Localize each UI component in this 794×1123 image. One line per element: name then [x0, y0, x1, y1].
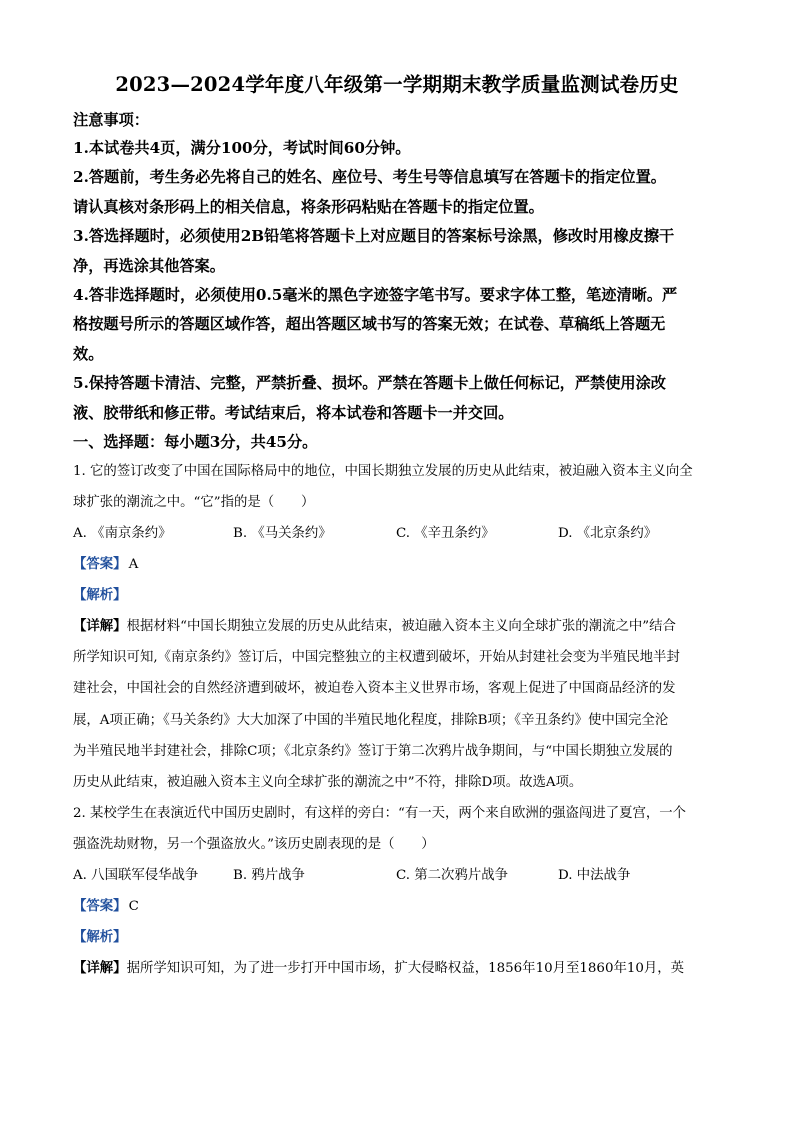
detail-line: [73, 953, 723, 984]
answer-value: C: [128, 899, 139, 915]
detail-block: [73, 611, 723, 798]
option-d: D. 《北京条约》: [558, 526, 658, 542]
notice-line: 格按题号所示的答题区域作答，超出答题区域书写的答案无效；在试卷、草稿纸上答题无: [73, 315, 666, 334]
question-stem: 2. 某校学生在表演近代中国历史剧时，有这样的旁白：“有一天，两个来自欧洲的强盗闯进了夏宫，一个: [73, 806, 687, 822]
detail-line: 所学知识可知,《南京条约》签订后，中国完整独立的主权遭到破坏，开始从封建社会变为半殖民地半封: [73, 650, 680, 666]
option-row: [73, 518, 723, 549]
question-stem: 强盗洗劫财物，另一个强盗放火。”该历史剧表现的是（ ）: [73, 837, 435, 853]
detail-label: 【详解】: [73, 960, 127, 977]
detail-label: 【详解】: [73, 618, 127, 635]
option-a: A. 八国联军侵华战争: [73, 868, 199, 884]
notice-line: 3.答选择题时，必须使用2B铅笔将答题卡上对应题目的答案标号涂黑，修改时用橡皮擦干: [73, 227, 675, 246]
detail-line: [73, 611, 723, 642]
question-2: [73, 798, 723, 984]
notice-line: 5.保持答题卡清洁、完整，严禁折叠、损坏。严禁在答题卡上做任何标记，严禁使用涂改: [73, 374, 666, 393]
notice-section: [73, 106, 723, 428]
question-stem: 1. 它的签订改变了中国在国际格局中的地位，中国长期独立发展的历史从此结束，被迫融入资本主义向全: [73, 464, 693, 480]
answer-label: 【答案】: [73, 898, 127, 915]
page-title: 2023—2024学年度八年级第一学期期末教学质量监测试卷历史: [115, 73, 679, 96]
detail-line: 历史从此结束，被迫融入资本主义向全球扩张的潮流之中”不符，排除D项。故选A项。: [73, 775, 583, 791]
analysis-line: [73, 580, 723, 611]
answer-value: A: [128, 557, 139, 573]
question-stem: 球扩张的潮流之中。“它”指的是（ ）: [73, 495, 315, 511]
detail-line: 建社会，中国社会的自然经济遭到破坏，被迫卷入资本主义世界市场，客观上促进了中国商品经济的发: [73, 681, 676, 697]
detail-line: 展，A项正确；《马关条约》大大加深了中国的半殖民地化程度，排除B项；《辛丑条约》使中国完全沦: [73, 712, 669, 728]
option-c: C. 《辛丑条约》: [396, 526, 495, 542]
notice-heading: 注意事项：: [73, 111, 149, 129]
notice-line: 4.答非选择题时，必须使用0.5毫米的黑色字迹签字笔书写。要求字体工整，笔迹清晰。严: [73, 286, 678, 305]
option-b: B. 鸦片战争: [233, 868, 305, 884]
analysis-label: 【解析】: [73, 587, 127, 604]
detail-block: [73, 953, 723, 984]
notice-line: 请认真核对条形码上的相关信息，将条形码粘贴在答题卡的指定位置。: [73, 197, 544, 216]
answer-label: 【答案】: [73, 556, 127, 573]
option-d: D. 中法战争: [558, 868, 631, 884]
document-body: [73, 106, 723, 984]
question-1: [73, 456, 723, 798]
answer-line: [73, 549, 723, 580]
notice-line: 净，再选涂其他答案。: [73, 256, 225, 275]
detail-text: 根据材料“中国长期独立发展的历史从此结束，被迫融入资本主义向全球扩张的潮流之中”结合: [126, 619, 676, 635]
notice-line: 2.答题前，考生务必先将自己的姓名、座位号、考生号等信息填写在答题卡的指定位置。: [73, 168, 666, 187]
notice-line: 1.本试卷共4页，满分100分，考试时间60分钟。: [73, 139, 411, 157]
detail-line: 为半殖民地半封建社会，排除C项；《北京条约》签订于第二次鸦片战争期间，与“中国长期独立发展的: [73, 743, 673, 759]
detail-text: 据所学知识可知，为了进一步打开中国市场，扩大侵略权益，1856年10月至1860年10月，英: [126, 961, 685, 977]
section-heading: 一、选择题：每小题3分，共45分。: [73, 433, 318, 452]
answer-line: [73, 891, 723, 922]
analysis-line: [73, 922, 723, 953]
option-b: B. 《马关条约》: [233, 526, 332, 542]
option-c: C. 第二次鸦片战争: [396, 868, 509, 884]
analysis-label: 【解析】: [73, 929, 127, 946]
option-a: A. 《南京条约》: [73, 526, 172, 542]
notice-line: 效。: [73, 344, 104, 363]
notice-line: 液、胶带纸和修正带。考试结束后，将本试卷和答题卡一并交回。: [73, 403, 514, 422]
option-row: [73, 860, 723, 891]
